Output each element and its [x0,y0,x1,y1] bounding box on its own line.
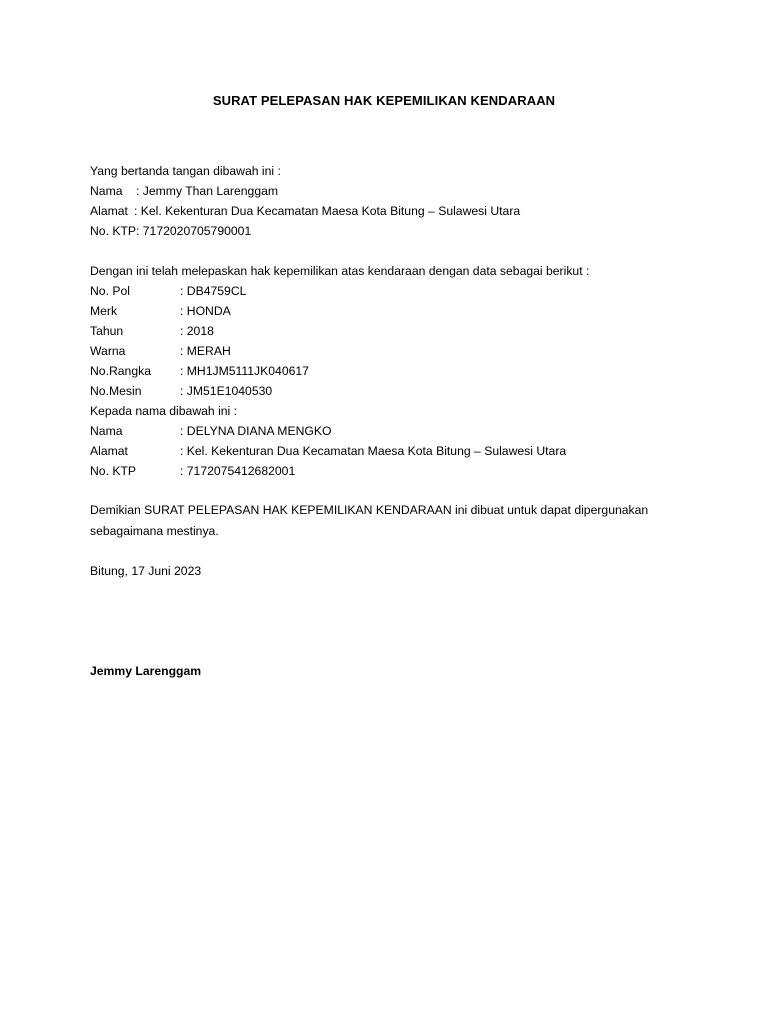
vehicle-label: Tahun [90,324,124,338]
owner-name-label: Nama [90,184,123,198]
vehicle-row [90,303,231,319]
owner-address-label: Alamat [90,204,128,218]
vehicle-label: No.Mesin [90,384,142,398]
owner-name-row [90,183,278,199]
owner-address-row [90,203,520,219]
vehicle-value: : HONDA [180,304,231,318]
document-title: SURAT PELEPASAN HAK KEPEMILIKAN KENDARAAN [212,93,556,108]
recipient-value: : DELYNA DIANA MENGKO [180,424,332,438]
owner-ktp-value: : 7172020705790001 [136,224,252,238]
vehicle-row [90,323,214,339]
recipient-label: Alamat [90,444,128,458]
place-date: Bitung, 17 Juni 2023 [90,564,202,578]
vehicle-label: No. Pol [90,284,130,298]
closing-paragraph: Demikian SURAT PELEPASAN HAK KEPEMILIKAN KENDARAAN ini dibuat untuk dapat dipergunakan sebagaimana mestinya. [90,503,649,538]
vehicle-label: Warna [90,344,126,358]
vehicle-value: : DB4759CL [180,284,247,298]
vehicle-row [90,343,231,359]
vehicle-row [90,363,309,379]
owner-ktp-row [90,223,251,239]
vehicle-value: : MERAH [180,344,231,358]
vehicle-row [90,283,246,299]
vehicle-value: : MH1JM5111JK040617 [180,364,309,378]
vehicle-value: : 2018 [180,324,214,338]
statement-text: Dengan ini telah melepaskan hak kepemilikan atas kendaraan dengan data sebagai berikut : [90,264,590,278]
recipient-row [90,443,566,459]
recipient-intro-text: Kepada nama dibawah ini : [90,404,238,418]
owner-ktp-label: No. KTP [90,224,137,238]
recipient-label: Nama [90,424,123,438]
vehicle-value: : JM51E1040530 [180,384,273,398]
signatory-name: Jemmy Larenggam [90,664,202,678]
vehicle-row [90,383,272,399]
vehicle-label: No.Rangka [90,364,151,378]
recipient-value: : Kel. Kekenturan Dua Kecamatan Maesa Kota Bitung – Sulawesi Utara [180,444,567,458]
owner-name-value: : Jemmy Than Larenggam [136,184,279,198]
recipient-value: : 7172075412682001 [180,464,296,478]
intro-text: Yang bertanda tangan dibawah ini : [90,164,281,178]
vehicle-label: Merk [90,304,118,318]
recipient-label: No. KTP [90,464,137,478]
recipient-row [90,423,331,439]
owner-address-value: : Kel. Kekenturan Dua Kecamatan Maesa Kota Bitung – Sulawesi Utara [134,204,521,218]
recipient-row [90,463,295,479]
